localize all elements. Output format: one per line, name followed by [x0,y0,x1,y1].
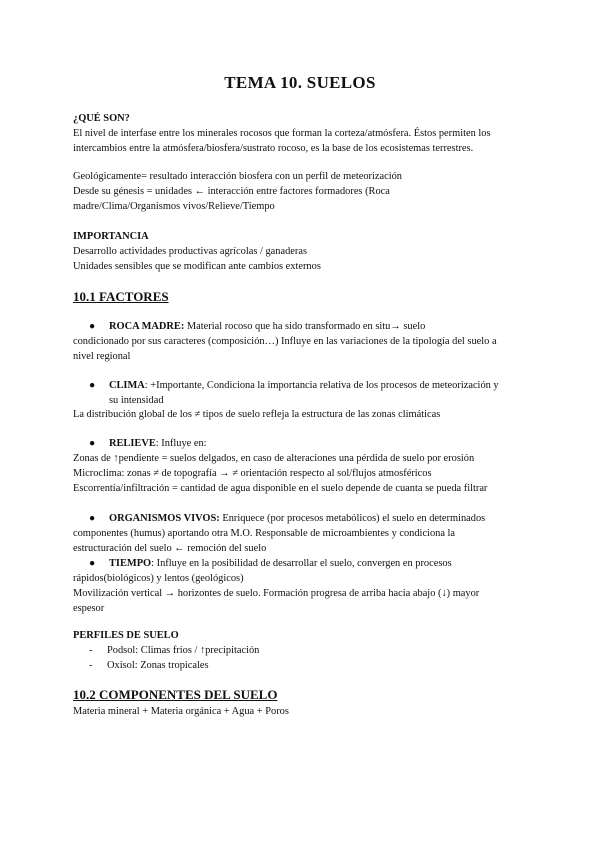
paragraph-line: La distribución global de los ≠ tipos de suelo refleja la estructura de las zonas climáticas [73,409,441,420]
bullet-term: RELIEVE [109,438,156,449]
paragraph-line: Desde su génesis = unidades ← interacción entre factores formadores (Roca [73,186,390,197]
paragraph-line: Zonas de ↑pendiente = suelos delgados, en caso de alteraciones una pérdida de suelo por erosión [73,453,475,464]
componentes-body [73,704,533,719]
bullet-icon: ● [89,380,96,391]
importancia-section [73,229,533,274]
organismos-body [73,526,533,556]
bullet-text: : Influye en: [155,438,207,449]
paragraph-line: El nivel de interfase entre los minerales rocosos que forman la corteza/atmósfera. Éstos permiten los [73,128,491,139]
paragraph-line: madre/Clima/Organismos vivos/Relieve/Tiempo [73,201,275,212]
que-son-section [73,111,533,214]
section-heading-componentes: 10.2 COMPONENTES DEL SUELO [73,687,278,702]
paragraph-line: condicionado por sus caracteres (composición…) Influye en las variaciones de la tipología del suelo a [73,336,497,347]
bullet-term: ORGANISMOS VIVOS: [109,513,220,524]
dash-icon: - [89,645,93,656]
page-title: TEMA 10. SUELOS [224,73,376,92]
bullet-text: : Influye en la posibilidad de desarrollar el suelo, convergen en procesos [151,558,452,569]
paragraph-line: Escorrentía/infiltración = cantidad de agua disponible en el suelo depende de cuanta se pueda filtrar [73,483,488,494]
paragraph-line: Movilización vertical → horizontes de suelo. Formación progresa de arriba hacia abajo (↓) mayor [73,588,480,599]
paragraph-line: Geológicamente= resultado interacción biosfera con un perfil de meteorización [73,171,402,182]
bullet-text: Material rocoso que ha sido transformado en situ→ suelo [184,321,426,332]
paragraph-line: rápidos(biológicos) y lentos (geológicos) [73,573,244,584]
relieve-body [73,451,533,496]
paragraph-line: estructuración del suelo ← remoción del suelo [73,543,267,554]
bullet-icon: ● [89,558,96,569]
paragraph-line: Materia mineral + Materia orgánica + Agua + Poros [73,706,289,717]
bullet-text: Enriquece (por procesos metabólicos) el suelo en determinados [219,513,486,524]
bullet-icon: ● [89,513,96,524]
bullet-icon: ● [89,438,96,449]
bullet-text: su intensidad [109,395,164,406]
list-item-text: Oxisol: Zonas tropicales [107,660,209,671]
perfiles-heading: PERFILES DE SUELO [73,630,179,641]
perfiles-section [73,628,533,643]
importancia-heading: IMPORTANCIA [73,231,149,242]
bullet-icon: ● [89,321,96,332]
bullet-text: : +Importante, Condiciona la importancia relativa de los procesos de meteorización y [144,380,499,391]
list-item-text: Podsol: Climas fríos / ↑precipitación [107,645,260,656]
paragraph-line: nivel regional [73,351,131,362]
que-son-heading: ¿QUÉ SON? [73,113,130,124]
clima-body [73,407,533,422]
tiempo-body [73,571,533,616]
bullet-term: TIEMPO [109,558,152,569]
paragraph-line: Desarrollo actividades productivas agrícolas / ganaderas [73,246,307,257]
bullet-term: ROCA MADRE: [109,321,185,332]
paragraph-line: espesor [73,603,105,614]
paragraph-line: Microclima: zonas ≠ de topografía → ≠ orientación respecto al sol/flujos atmosféricos [73,468,432,479]
section-heading-factores: 10.1 FACTORES [73,289,169,304]
roca-madre-body [73,334,533,364]
paragraph-line: Unidades sensibles que se modifican ante cambios externos [73,261,321,272]
paragraph-line: componentes (humus) aportando otra M.O. Responsable de microambientes y condiciona la [73,528,456,539]
dash-icon: - [89,660,93,671]
bullet-term: CLIMA [109,380,145,391]
paragraph-line: intercambios entre la atmósfera/biosfera/sustrato rocoso, es la base de los ecosistemas terrestres. [73,143,474,154]
